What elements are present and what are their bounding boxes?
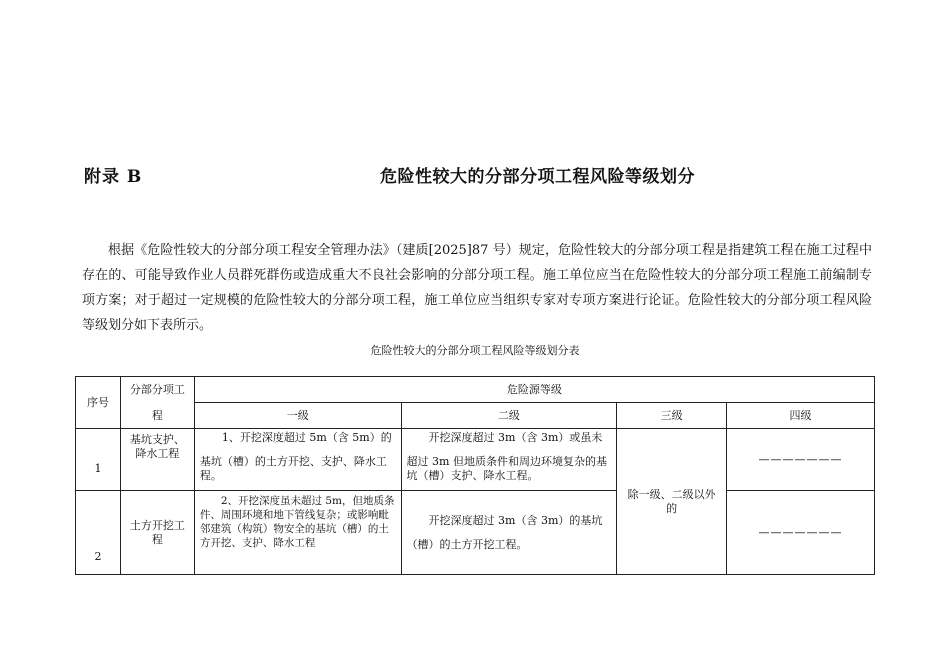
row-level4: ——————— — [727, 429, 875, 491]
table-row — [76, 429, 875, 491]
table-row — [76, 491, 875, 575]
row-seq: 2 — [76, 491, 121, 575]
row-level2-line2: （槽）的土方开挖工程。 — [406, 537, 528, 551]
appendix-label: 附录 B — [84, 167, 143, 187]
header-seq: 序号 — [76, 377, 121, 429]
risk-level-table — [75, 376, 875, 575]
row-level2-line1: 开挖深度超过 3m（含 3m）的基坑 — [428, 513, 603, 527]
row-level2-line1: 开挖深度超过 3m（含 3m）或虽未 — [428, 431, 603, 444]
row-level1-line2: 基坑（槽）的土方开挖、支护、降水工程。 — [199, 455, 387, 482]
header-level-3: 三级 — [617, 403, 727, 429]
header-project-line2: 程 — [151, 408, 163, 422]
header-level-2: 二级 — [401, 403, 617, 429]
header-level-4: 四级 — [727, 403, 875, 429]
header-level-1: 一级 — [194, 403, 401, 429]
row-level2 — [401, 491, 617, 575]
row-project: 基坑支护、降水工程 — [120, 429, 194, 491]
level3-merged-cell: 除一级、二级以外的 — [617, 429, 727, 575]
row-level2 — [401, 429, 617, 491]
table-caption: 危险性较大的分部分项工程风险等级划分表 — [370, 344, 580, 357]
row-level1 — [194, 429, 401, 491]
row-level1: 2、开挖深度虽未超过 5m，但地质条件、周围环境和地下管线复杂；或影响毗邻建筑（构筑）物安全的基坑（槽）的土方开挖、支护、降水工程 — [194, 491, 401, 575]
row-level2-line2: 超过 3m 但地质条件和周边环境复杂的基坑（槽）支护、降水工程。 — [406, 455, 607, 482]
page-title: 危险性较大的分部分项工程风险等级划分 — [380, 167, 695, 187]
row-level1-line1: 1、开挖深度超过 5m（含 5m）的 — [221, 431, 392, 444]
document-heading — [0, 162, 950, 188]
intro-paragraph: 根据《危险性较大的分部分项工程安全管理办法》（建质[2025]87 号）规定，危险性较大的分部分项工程是指建筑工程在施工过程中存在的、可能导致作业人员群死群伤或造成重大不良社会影响的分部分项工程。施工单位应当在危险性较大的分部分项工程施工前编制专项方案；对于超过一定规模的危险性较大的分部分项工程，施工单位应当组织专家对专项方案进行论证。危险性较大的分部分项工程风险等级划分如下表所示。 — [82, 243, 872, 333]
header-project-line1: 分部分项工 — [129, 382, 185, 396]
row-seq: 1 — [76, 429, 121, 491]
header-hazard-level: 危险源等级 — [194, 377, 874, 403]
row-project: 土方开挖工程 — [120, 491, 194, 575]
row-level4: ——————— — [727, 491, 875, 575]
header-project — [120, 377, 194, 429]
